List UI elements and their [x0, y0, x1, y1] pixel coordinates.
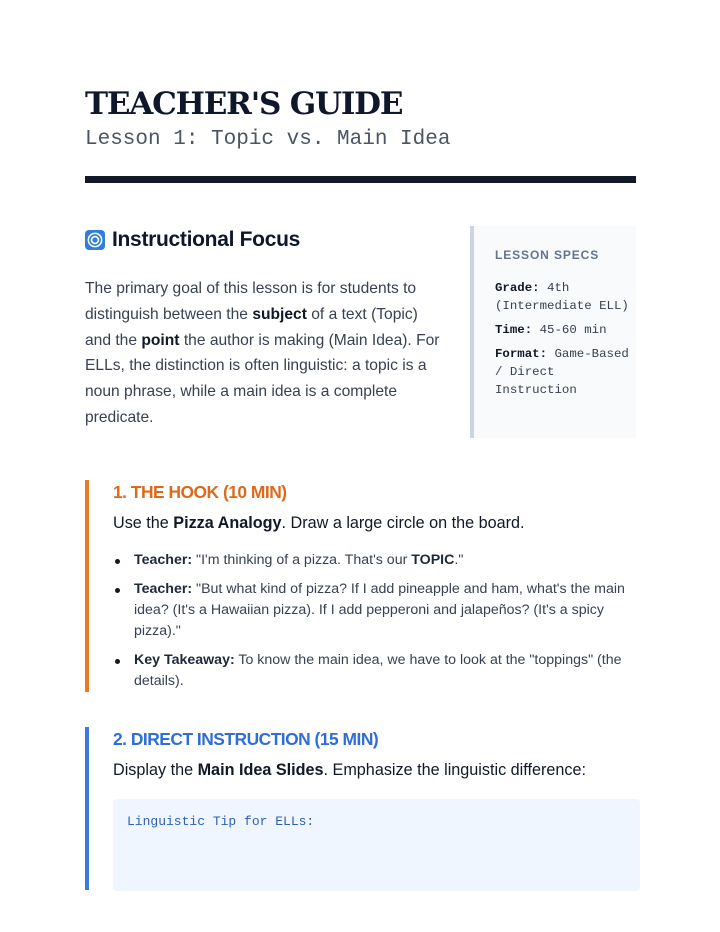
hook-title: 1. THE HOOK (10 MIN)	[113, 482, 287, 502]
instructional-focus-heading	[85, 226, 300, 254]
teachers-guide-page	[85, 0, 636, 932]
hook-intro: Use the Pizza Analogy. Draw a large circle on the board.	[113, 514, 525, 532]
spec-format: Format: Game-Based / Direct Instruction	[495, 347, 629, 397]
hook-bullets	[113, 550, 636, 692]
spec-grade: Grade: 4th (Intermediate ELL)	[495, 281, 629, 313]
direct-instruction-intro: Display the Main Idea Slides. Emphasize the linguistic difference:	[113, 761, 586, 779]
linguistic-tip-box	[113, 799, 640, 891]
list-item: Teacher: "But what kind of pizza? If I add pineapple and ham, what's the main idea? (It's a Hawaiian pizza). If I add pepperoni and jalapeños? (It's a spicy pizza)."	[113, 579, 636, 642]
header-divider	[85, 176, 636, 183]
guide-title: TEACHER'S GUIDE	[85, 86, 403, 122]
lesson-specs-panel	[470, 226, 636, 438]
direct-instruction-title: 2. DIRECT INSTRUCTION (15 MIN)	[113, 729, 379, 749]
direct-instruction-section	[85, 727, 636, 890]
hook-section	[85, 480, 636, 692]
lesson-specs-title: LESSON SPECS	[495, 248, 600, 262]
list-item: Teacher: "I'm thinking of a pizza. That's our TOPIC."	[113, 550, 636, 571]
instructional-focus-paragraph: The primary goal of this lesson is for students to distinguish between the subject of a text (Topic) and the point the author is making (Main Idea). For ELLs, the distinction is often linguistic: a topic is a noun phrase, while a main idea is a complete predicate.	[85, 280, 440, 426]
linguistic-tip-label: Linguistic Tip for ELLs:	[127, 814, 315, 829]
spec-time: Time: 45-60 min	[495, 323, 607, 337]
target-icon	[85, 230, 105, 250]
instructional-focus-title: Instructional Focus	[112, 228, 300, 251]
lesson-subtitle: Lesson 1: Topic vs. Main Idea	[85, 128, 451, 151]
list-item: Key Takeaway: To know the main idea, we have to look at the "toppings" (the details).	[113, 650, 636, 692]
